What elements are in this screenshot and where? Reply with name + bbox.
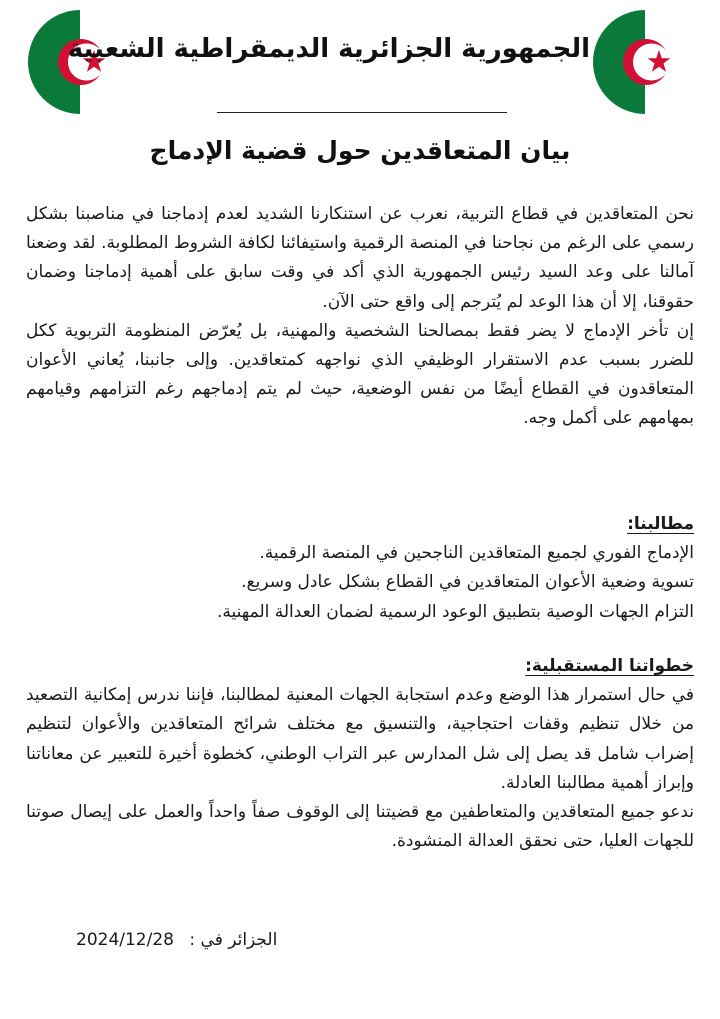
intro-section bbox=[26, 200, 694, 434]
intro-paragraph: إن تأخر الإدماج لا يضر فقط بمصالحنا الشخصية والمهنية، بل يُعرّض المنظومة التربوية ككل للضرر بسبب عدم الاستقرار الوظيفي الذي نواجهه كمتعاقدين. وإلى جانبنا، يُعاني الأعوان المتعاقدون في القطاع أيضًا من نفس الوضعية، حيث لم يتم إدماجهم رغم التزامهم وقيامهم بمهامهم على أكمل وجه. bbox=[26, 320, 694, 429]
demands-section bbox=[26, 510, 694, 627]
document-title: بيان المتعاقدين حول قضية الإدماج bbox=[149, 136, 571, 165]
future-steps-heading: خطواتنا المستقبلية: bbox=[525, 656, 694, 676]
future-steps-paragraph: ندعو جميع المتعاقدين والمتعاطفين مع قضيتنا إلى الوقوف صفاً واحداً والعمل على إيصال صوتنا للجهات العليا، حتى نحقق العدالة المنشودة. bbox=[26, 802, 694, 852]
date-value: 2024/12/28 bbox=[76, 930, 174, 950]
future-steps-section bbox=[26, 652, 694, 856]
demands-heading: مطالبنا: bbox=[627, 514, 694, 534]
intro-paragraph: نحن المتعاقدين في قطاع التربية، نعرب عن استنكارنا الشديد لعدم إدماجنا في مناصبنا بشكل رسمي على الرغم من نجاحنا في المنصة الرقمية واستيفائنا لكافة الشروط المطلوبة. لقد وضعنا آمالنا على وعد السيد رئيس الجمهورية الذي أكد في وقت سابق على أهمية إدماجنا وضمان حقوقنا، إلا أن هذا الوعد لم يُترجم إلى واقع حتى الآن. bbox=[26, 204, 694, 312]
future-steps-paragraph: في حال استمرار هذا الوضع وعدم استجابة الجهات المعنية لمطالبنا، فإننا ندرس إمكانية التصعيد من خلال تنظيم وقفات احتجاجية، والتنسيق مع مختلف شرائح المتعاقدين والأعوان لتنظيم إضراب شامل قد يصل إلى شل المدارس عبر التراب الوطني، كخطوة أخيرة للتعبير عن معاناتنا وإبراز أهمية مطالبنا العادلة. bbox=[26, 685, 694, 793]
date-label: الجزائر في : bbox=[189, 930, 278, 950]
demand-item: التزام الجهات الوصية بتطبيق الوعود الرسمية لضمان العدالة المهنية. bbox=[217, 601, 694, 622]
demand-item: تسوية وضعية الأعوان المتعاقدين في القطاع بشكل عادل وسريع. bbox=[241, 572, 694, 593]
republic-name-heading: الجمهورية الجزائرية الديمقراطية الشعبية bbox=[67, 34, 590, 64]
header-divider bbox=[217, 112, 507, 113]
demand-item: الإدماج الفوري لجميع المتعاقدين الناجحين في المنصة الرقمية. bbox=[259, 543, 694, 564]
date-line bbox=[76, 926, 277, 955]
algerian-flag-icon bbox=[593, 10, 697, 114]
